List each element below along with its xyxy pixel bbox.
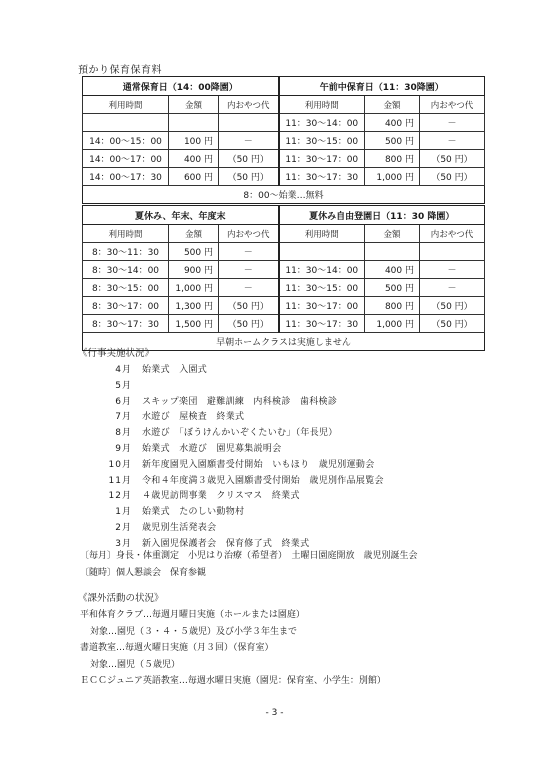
event-desc: 新入園児保護者会 保育修了式 終業式 [142,538,310,549]
snack-cell: － [219,279,279,297]
time-cell: 11：30～17：00 [279,297,365,315]
amount-cell: 400 円 [169,150,219,168]
amount-cell: 500 円 [365,279,420,297]
snack-cell: （50 円） [219,297,279,315]
table-row [83,243,485,261]
table-row [83,315,485,333]
holiday-fee-table [82,205,485,351]
event-desc: 水遊び 「ぼうけんかいぞくたいむ」（年長児） [142,428,338,439]
club-row: 対象…園児（５歳児） [90,659,181,670]
snack-cell [420,243,485,261]
time-cell: 11：30～14：00 [279,114,365,132]
event-desc: 始業式 水遊び 園児募集説明会 [142,443,282,454]
event-month: 11月 [108,475,132,486]
event-desc: スキップ楽団 避難訓練 内科検診 歯科検診 [142,396,338,407]
club-row: 書道教室…毎週火曜日実施（月３回）（保育室） [80,643,274,653]
event-desc: 始業式 入園式 [142,365,208,375]
column-header: 利用時間 [279,96,365,114]
snack-cell: － [420,114,485,132]
events-list [86,363,384,553]
amount-cell: 1,500 円 [169,315,219,333]
event-desc: 水遊び 屋検査 終業式 [142,412,245,423]
amount-cell: 400 円 [365,114,420,132]
column-header: 利用時間 [83,96,169,114]
time-cell: 11：30～17：30 [279,315,365,333]
table-row [83,261,485,279]
column-header: 利用時間 [83,225,169,243]
table-row [83,114,485,132]
snack-cell: － [219,261,279,279]
event-desc: 令和４年度満３歳児入園願書受付開始 歳児別作品展覧会 [142,475,384,486]
event-month: 6月 [115,396,132,407]
column-header: 内おやつ代 [420,96,485,114]
amount-cell: 1,000 円 [365,315,420,333]
time-cell: 11：30～17：30 [279,168,365,186]
event-month: 9月 [115,443,132,454]
event-month: 7月 [115,412,132,423]
snack-cell: － [219,243,279,261]
event-month: 5月 [115,380,132,391]
amount-cell: 1,000 円 [169,279,219,297]
event-row [86,458,384,474]
event-desc: 新年度園児入園願書受付開始 いもほり 歳児別運動会 [142,459,375,470]
snack-cell: （50 円） [420,297,485,315]
event-row [86,442,384,458]
event-month: 4月 [115,365,132,375]
event-row [86,426,384,442]
table-row [83,132,485,150]
amount-cell: 100 円 [169,132,219,150]
event-row [86,489,384,505]
fee-heading: 預かり保育保育料 [78,65,162,76]
club-row: 平和体育クラブ…毎週月曜日実施（ホールまたは園庭） [80,610,305,620]
event-row [86,521,384,537]
event-month: 3月 [115,538,132,549]
event-desc: ４歳児訪問事業 クリスマス 終業式 [142,491,300,502]
event-month: 2月 [115,522,132,533]
club-row: ＥＣＣジュニア英語教室…毎週水曜日実施（園児：保育室、小学生：別館） [80,676,386,686]
event-month: 1月 [115,507,132,518]
table-row [83,279,485,297]
snack-cell: － [219,132,279,150]
snack-cell: － [420,279,485,297]
event-month: 10月 [108,459,132,470]
event-month: 12月 [108,491,132,502]
column-header: 金額 [365,225,420,243]
column-header: 金額 [169,225,219,243]
amount-cell: 500 円 [365,132,420,150]
time-cell: 11：30～15：00 [279,279,365,297]
table-row [83,168,485,186]
events-title: 《行事実施状況》 [78,348,155,359]
event-row [86,505,384,521]
snack-cell: － [420,132,485,150]
amount-cell: 600 円 [169,168,219,186]
table-group-title: 夏休み、年末、年度末 [83,206,279,225]
table-group-title: 午前中保育日（11：30降園） [279,77,485,96]
club-row: 対象…園児（３・４・５歳児）及び小学３年生まで [90,626,298,637]
time-cell: 8：30～15：00 [83,279,169,297]
amount-cell: 500 円 [169,243,219,261]
time-cell: 14：00～15：00 [83,132,169,150]
table-row [83,297,485,315]
event-row [86,363,384,379]
event-desc: 始業式 たのしい動物村 [142,507,245,518]
column-header: 内おやつ代 [420,225,485,243]
column-header: 金額 [365,96,420,114]
amount-cell: 1,300 円 [169,297,219,315]
amount-cell: 800 円 [365,150,420,168]
column-header: 金額 [169,96,219,114]
event-row [86,379,384,395]
time-cell: 14：00～17：00 [83,150,169,168]
time-cell: 8：30～14：00 [83,261,169,279]
snack-cell: － [420,261,485,279]
snack-cell: （50 円） [420,150,485,168]
monthly-events: 〔毎月〕身長・体重測定 小児はり治療（希望者） 土曜日園庭開放 歳児別誕生会 [80,551,418,561]
amount-cell: 900 円 [169,261,219,279]
snack-cell: （50 円） [219,150,279,168]
time-cell: 11：30～14：00 [279,261,365,279]
page-number: - 3 - [265,708,284,718]
amount-cell: 800 円 [365,297,420,315]
table-footer: 早朝ホームクラスは実施しません [83,333,485,351]
event-month: 8月 [115,428,132,439]
time-cell [83,114,169,132]
table-group-title: 通常保育日（14：00降園） [83,77,279,96]
time-cell: 8：30～17：00 [83,297,169,315]
snack-cell: （50 円） [219,315,279,333]
amount-cell: 400 円 [365,261,420,279]
time-cell: 11：30～17：00 [279,150,365,168]
snack-cell: （50 円） [420,315,485,333]
column-header: 利用時間 [279,225,365,243]
column-header: 内おやつ代 [219,225,279,243]
column-header: 内おやつ代 [219,96,279,114]
event-row [86,395,384,411]
clubs-title: 《課外活動の状況》 [78,593,164,604]
anytime-events: 〔随時〕個人懇談会 保育参観 [80,568,207,578]
time-cell: 8：30～17：30 [83,315,169,333]
event-row [86,410,384,426]
time-cell: 8：30～11：30 [83,243,169,261]
time-cell [279,243,365,261]
snack-cell: （50 円） [420,168,485,186]
amount-cell: 1,000 円 [365,168,420,186]
amount-cell [169,114,219,132]
amount-cell [365,243,420,261]
time-cell: 14：00～17：30 [83,168,169,186]
event-row [86,474,384,490]
snack-cell: （50 円） [219,168,279,186]
time-cell: 11：30～15：00 [279,132,365,150]
table-group-title: 夏休み自由登園日（11：30 降園） [279,206,485,225]
event-desc: 歳児別生活発表会 [142,522,217,533]
table-row [83,150,485,168]
clubs-list [80,607,386,690]
regular-fee-table [82,76,485,204]
snack-cell [219,114,279,132]
table-footer: 8：00～始業…無料 [83,186,485,204]
